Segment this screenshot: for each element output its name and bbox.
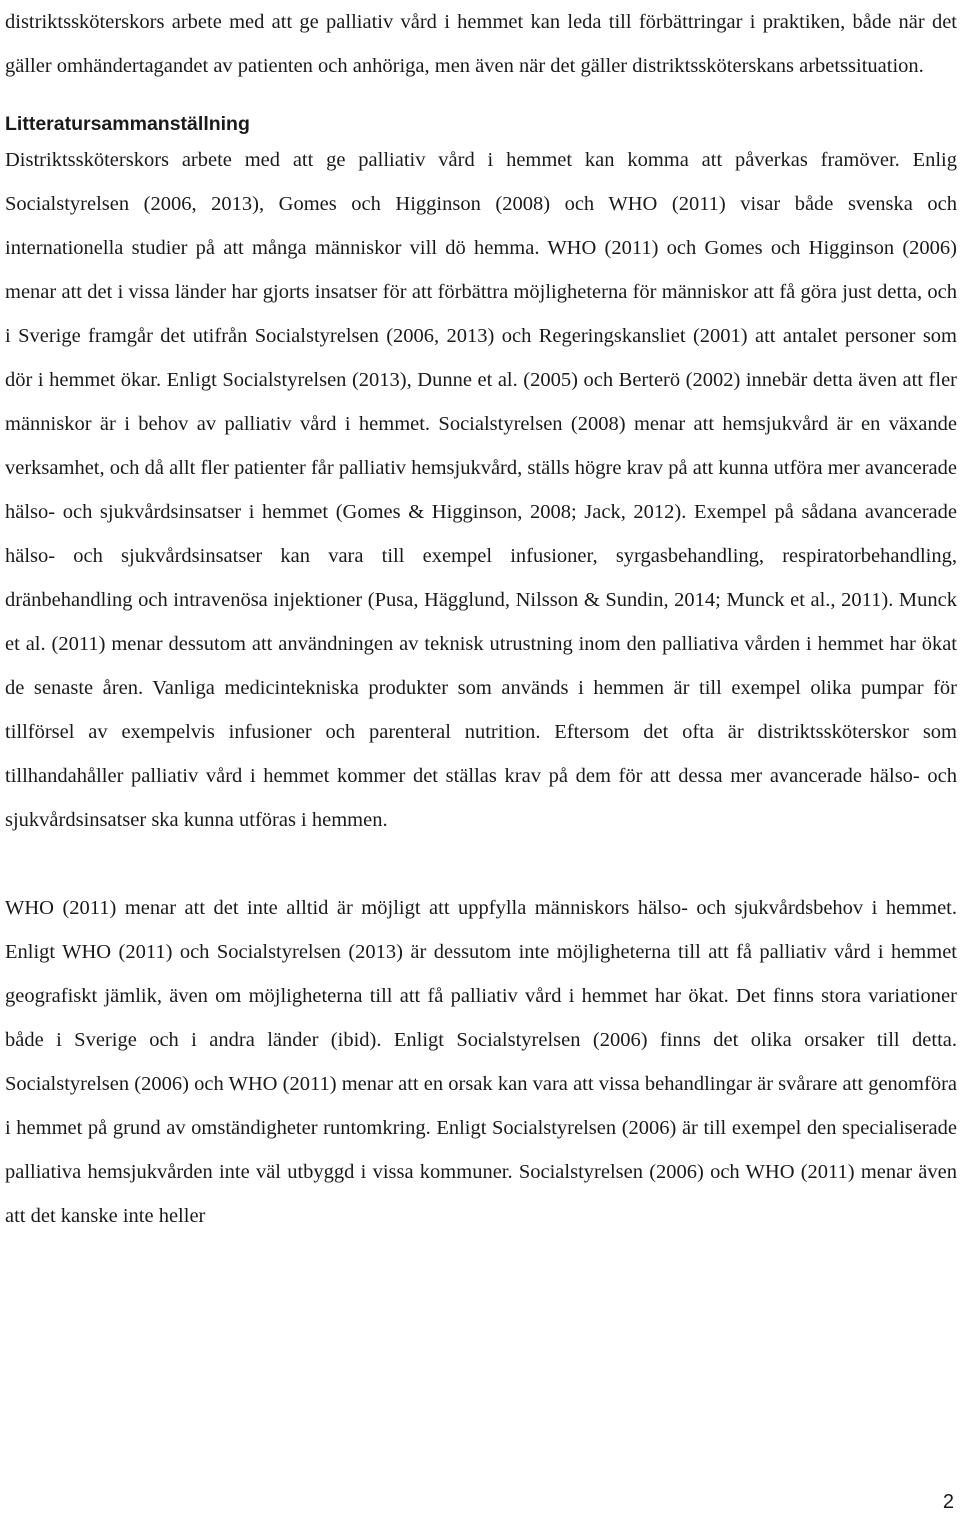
paragraph-literature-review: Distriktssköterskors arbete med att ge palliativ vård i hemmet kan komma att påverkas framöver. Enlig Socialstyrelsen (2006, 2013), Gomes och Higginson (2008) och WHO (2011) visar både svenska och internationella studier på att många människor vill dö hemma. WHO (2011) och Gomes och Higginson (2006) menar att det i vissa länder har gjorts insatser för att förbättra möjligheterna för människor att få göra just detta, och i Sverige framgår det utifrån Socialstyrelsen (2006, 2013) och Regeringskansliet (2001) att antalet personer som dör i hemmet ökar. Enligt Socialstyrelsen (2013), Dunne et al. (2005) och Berterö (2002) innebär detta även att fler människor är i behov av palliativ vård i hemmet. Socialstyrelsen (2008) menar att hemsjukvård är en växande verksamhet, och då allt fler patienter får palliativ hemsjukvård, ställs högre krav på att kunna utföra mer avancerade hälso- och sjukvårdsinsatser i hemmet (Gomes & Higginson, 2008; Jack, 2012). Exempel på sådana avancerade hälso- och sjukvårdsinsatser kan vara till exempel infusioner, syrgasbehandling, respiratorbehandling, dränbehandling och intravenösa injektioner (Pusa, Hägglund, Nilsson & Sundin, 2014; Munck et al., 2011). Munck et al. (2011) menar dessutom att användningen av teknisk utrustning inom den palliativa vården i hemmet har ökat de senaste åren. Vanliga medicintekniska produkter som används i hemmen är till exempel olika pumpar för tillförsel av exempelvis infusioner och parenteral nutrition. Eftersom det ofta är distriktssköterskor som tillhandahåller palliativ vård i hemmet kommer det ställas krav på dem för att dessa mer avancerade hälso- och sjukvårdsinsatser ska kunna utföras i hemmen. bbox=[5, 149, 957, 831]
section-heading: Litteratursammanställning bbox=[5, 113, 250, 135]
paragraph-intro-continuation: distriktssköterskors arbete med att ge palliativ vård i hemmet kan leda till förbättringar i praktiken, både när det gäller omhändertagandet av patienten och anhöriga, men även när det gäller distriktssköterskans arbetssituation. bbox=[5, 11, 957, 77]
page-number: 2 bbox=[942, 1491, 954, 1513]
document-page bbox=[5, 0, 957, 1238]
paragraph-who: WHO (2011) menar att det inte alltid är möjligt att uppfylla människors hälso- och sjukvårdsbehov i hemmet. Enligt WHO (2011) och Socialstyrelsen (2013) är dessutom inte möjligheterna till att få palliativ vård i hemmet geografiskt jämlik, även om möjligheterna till att få palliativ vård i hemmet har ökat. Det finns stora variationer både i Sverige och i andra länder (ibid). Enligt Socialstyrelsen (2006) finns det olika orsaker till detta. Socialstyrelsen (2006) och WHO (2011) menar att en orsak kan vara att vissa behandlingar är svårare att genomföra i hemmet på grund av omständigheter runtomkring. Enligt Socialstyrelsen (2006) är till exempel den specialiserade palliativa hemsjukvården inte väl utbyggd i vissa kommuner. Socialstyrelsen (2006) och WHO (2011) menar även att det kanske inte heller bbox=[5, 897, 957, 1227]
